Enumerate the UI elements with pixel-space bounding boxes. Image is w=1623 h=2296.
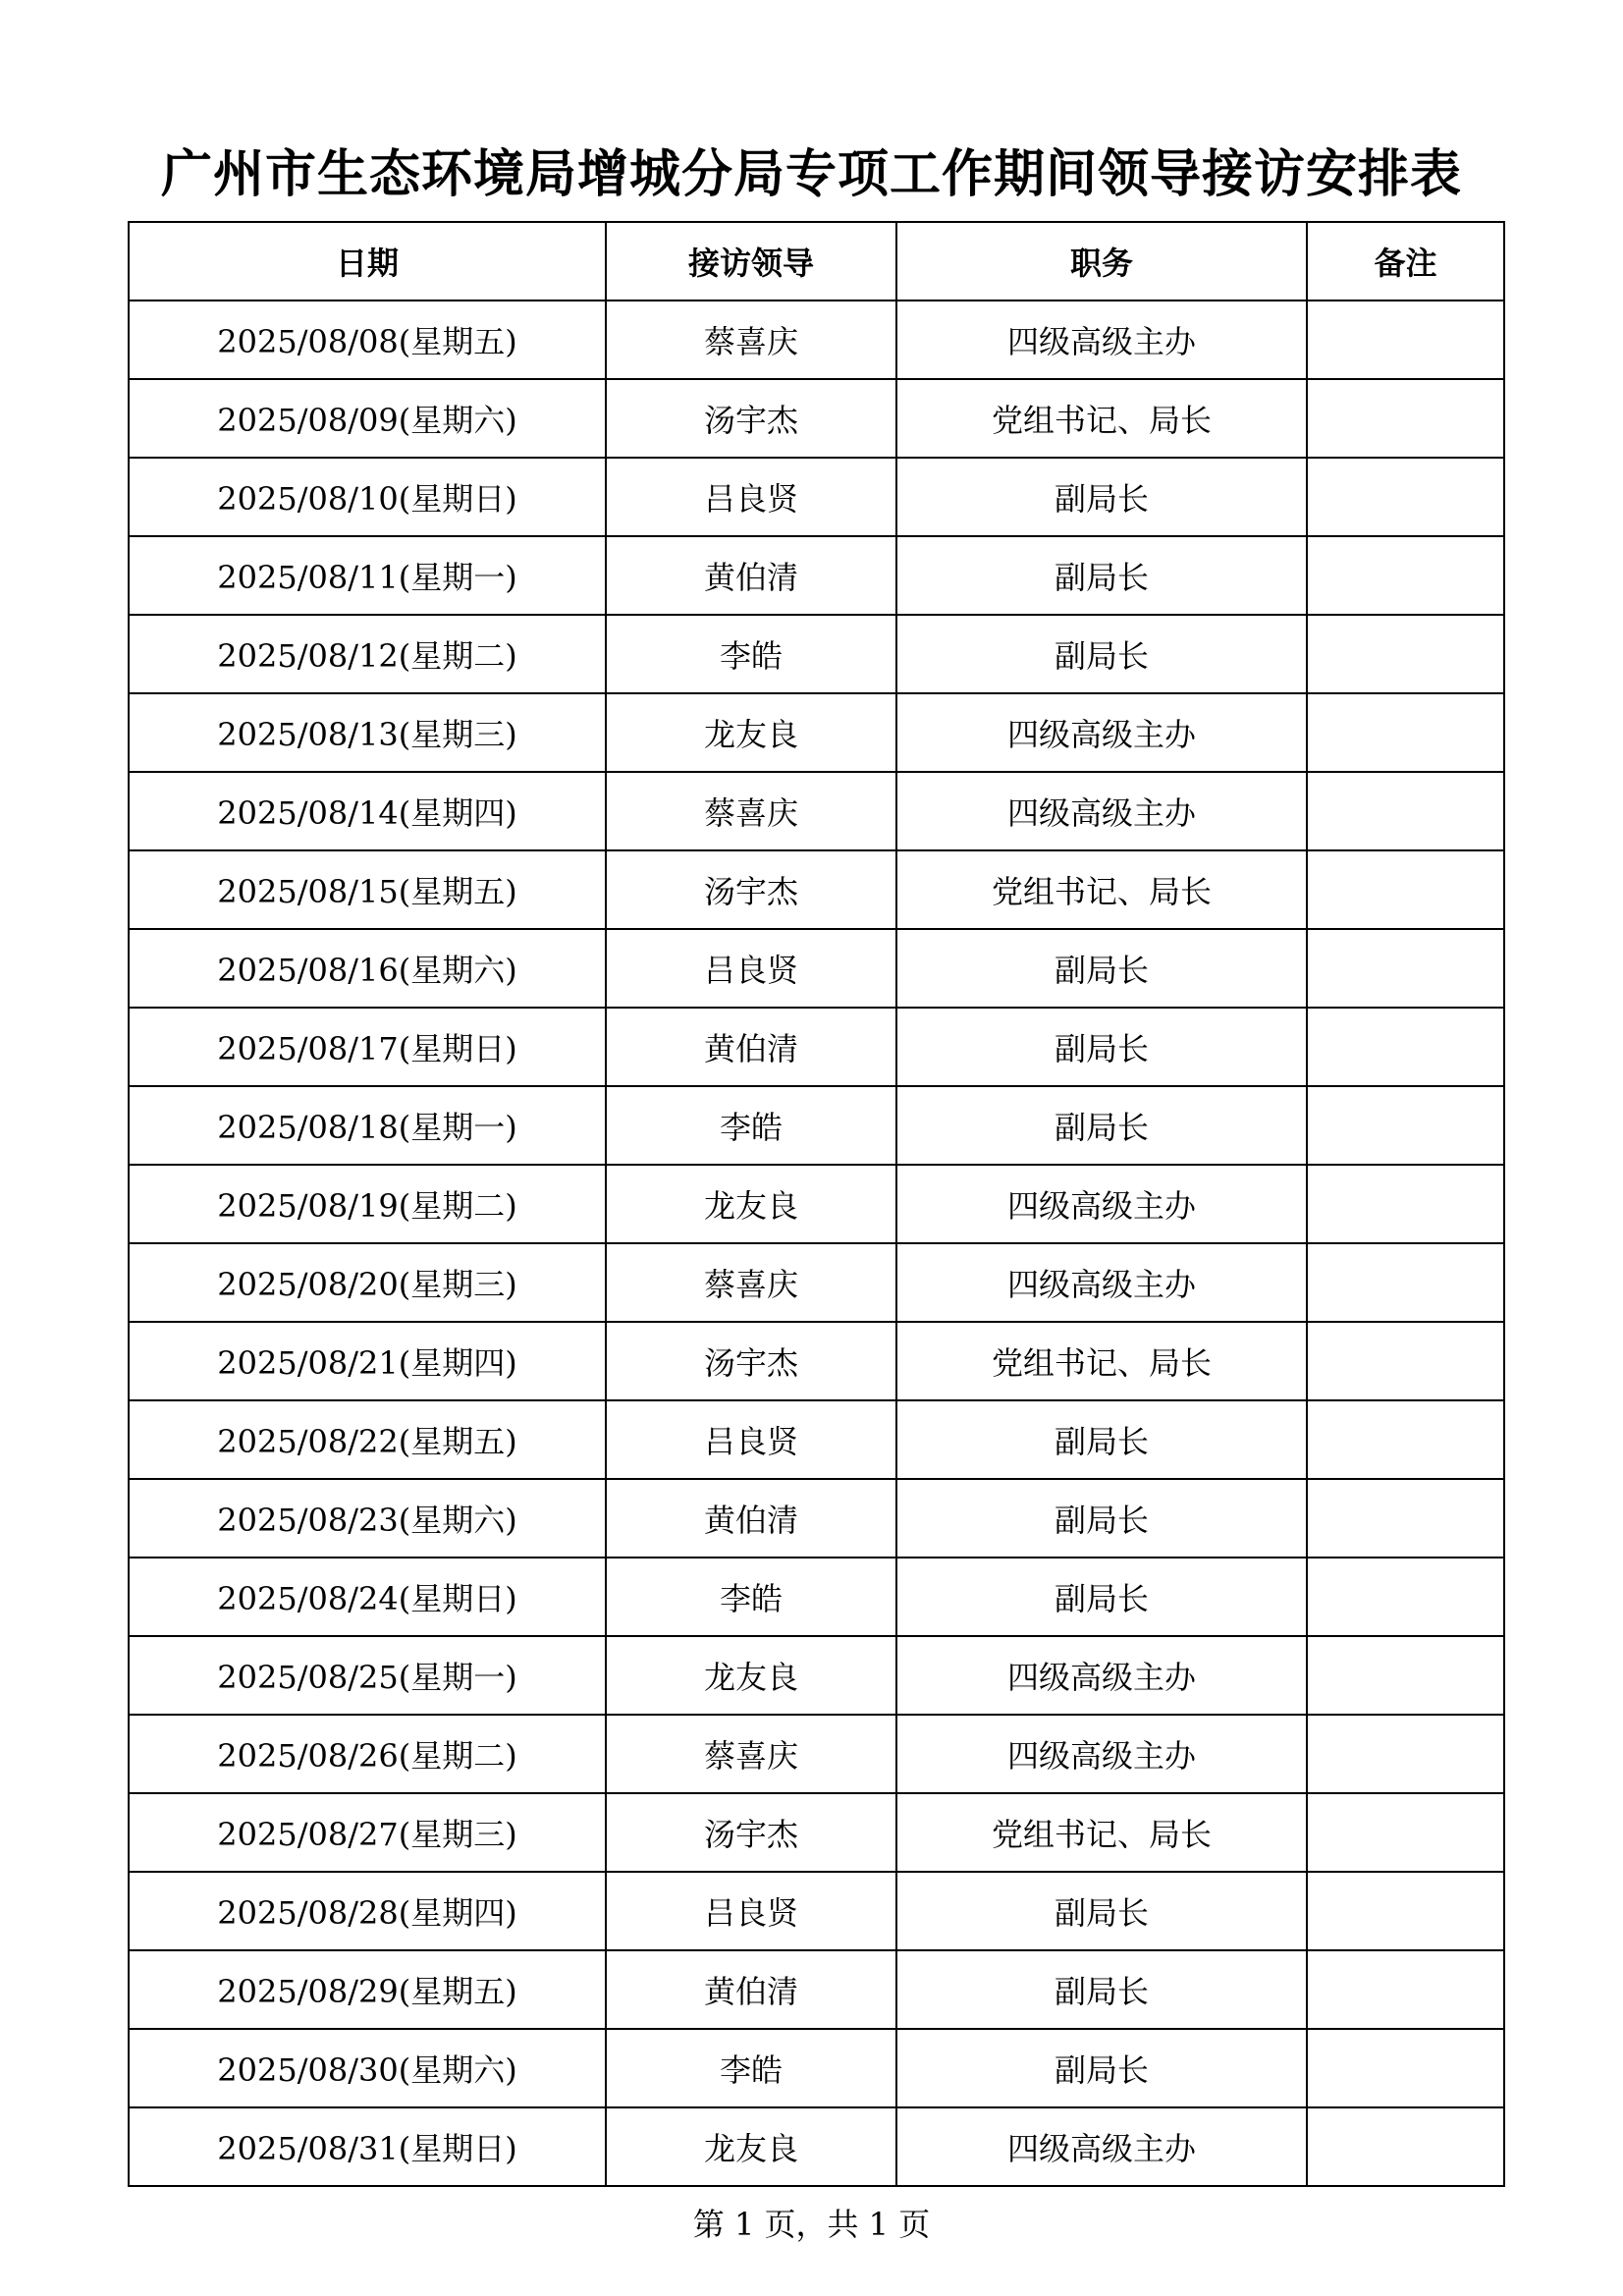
cell-date: 2025/08/08(星期五) bbox=[129, 301, 606, 379]
cell-date: 2025/08/13(星期三) bbox=[129, 693, 606, 772]
cell-position: 党组书记、局长 bbox=[896, 1793, 1307, 1872]
cell-remarks bbox=[1307, 1715, 1504, 1793]
table-row bbox=[129, 1086, 1504, 1165]
cell-date: 2025/08/18(星期一) bbox=[129, 1086, 606, 1165]
cell-position: 副局长 bbox=[896, 1872, 1307, 1950]
cell-position: 四级高级主办 bbox=[896, 1165, 1307, 1243]
column-header-remarks: 备注 bbox=[1307, 222, 1504, 301]
cell-date: 2025/08/19(星期二) bbox=[129, 1165, 606, 1243]
cell-position: 副局长 bbox=[896, 2029, 1307, 2107]
table-row bbox=[129, 693, 1504, 772]
cell-remarks bbox=[1307, 1872, 1504, 1950]
cell-date: 2025/08/16(星期六) bbox=[129, 929, 606, 1008]
table-row bbox=[129, 301, 1504, 379]
table-row bbox=[129, 458, 1504, 536]
cell-leader: 李皓 bbox=[606, 1558, 896, 1636]
cell-position: 副局长 bbox=[896, 536, 1307, 615]
cell-date: 2025/08/28(星期四) bbox=[129, 1872, 606, 1950]
cell-remarks bbox=[1307, 1086, 1504, 1165]
cell-remarks bbox=[1307, 850, 1504, 929]
cell-position: 党组书记、局长 bbox=[896, 1322, 1307, 1400]
cell-date: 2025/08/26(星期二) bbox=[129, 1715, 606, 1793]
cell-position: 党组书记、局长 bbox=[896, 850, 1307, 929]
cell-date: 2025/08/20(星期三) bbox=[129, 1243, 606, 1322]
cell-remarks bbox=[1307, 301, 1504, 379]
table-header-row bbox=[129, 222, 1504, 301]
cell-position: 四级高级主办 bbox=[896, 772, 1307, 850]
cell-date: 2025/08/14(星期四) bbox=[129, 772, 606, 850]
cell-date: 2025/08/27(星期三) bbox=[129, 1793, 606, 1872]
cell-date: 2025/08/11(星期一) bbox=[129, 536, 606, 615]
table-row bbox=[129, 1950, 1504, 2029]
cell-leader: 龙友良 bbox=[606, 693, 896, 772]
cell-position: 四级高级主办 bbox=[896, 693, 1307, 772]
cell-date: 2025/08/22(星期五) bbox=[129, 1400, 606, 1479]
cell-leader: 汤宇杰 bbox=[606, 379, 896, 458]
cell-position: 党组书记、局长 bbox=[896, 379, 1307, 458]
cell-leader: 汤宇杰 bbox=[606, 1793, 896, 1872]
cell-position: 四级高级主办 bbox=[896, 301, 1307, 379]
cell-position: 副局长 bbox=[896, 1558, 1307, 1636]
cell-date: 2025/08/12(星期二) bbox=[129, 615, 606, 693]
cell-leader: 蔡喜庆 bbox=[606, 1715, 896, 1793]
cell-remarks bbox=[1307, 1400, 1504, 1479]
cell-position: 副局长 bbox=[896, 1479, 1307, 1558]
cell-position: 四级高级主办 bbox=[896, 2107, 1307, 2186]
column-header-leader: 接访领导 bbox=[606, 222, 896, 301]
cell-remarks bbox=[1307, 1793, 1504, 1872]
cell-date: 2025/08/30(星期六) bbox=[129, 2029, 606, 2107]
cell-remarks bbox=[1307, 1322, 1504, 1400]
cell-leader: 黄伯清 bbox=[606, 536, 896, 615]
column-header-date: 日期 bbox=[129, 222, 606, 301]
cell-leader: 李皓 bbox=[606, 615, 896, 693]
cell-position: 副局长 bbox=[896, 1086, 1307, 1165]
cell-date: 2025/08/10(星期日) bbox=[129, 458, 606, 536]
cell-date: 2025/08/17(星期日) bbox=[129, 1008, 606, 1086]
table-row bbox=[129, 1322, 1504, 1400]
cell-position: 副局长 bbox=[896, 1008, 1307, 1086]
cell-leader: 龙友良 bbox=[606, 1636, 896, 1715]
cell-position: 四级高级主办 bbox=[896, 1243, 1307, 1322]
cell-date: 2025/08/23(星期六) bbox=[129, 1479, 606, 1558]
cell-position: 副局长 bbox=[896, 615, 1307, 693]
cell-remarks bbox=[1307, 1636, 1504, 1715]
cell-position: 副局长 bbox=[896, 1950, 1307, 2029]
cell-leader: 黄伯清 bbox=[606, 1008, 896, 1086]
table-row bbox=[129, 615, 1504, 693]
table-row bbox=[129, 2029, 1504, 2107]
table-row bbox=[129, 772, 1504, 850]
cell-position: 四级高级主办 bbox=[896, 1715, 1307, 1793]
table-row bbox=[129, 379, 1504, 458]
cell-remarks bbox=[1307, 1479, 1504, 1558]
cell-remarks bbox=[1307, 379, 1504, 458]
table-row bbox=[129, 1243, 1504, 1322]
cell-leader: 汤宇杰 bbox=[606, 850, 896, 929]
cell-leader: 吕良贤 bbox=[606, 458, 896, 536]
cell-leader: 李皓 bbox=[606, 2029, 896, 2107]
cell-remarks bbox=[1307, 693, 1504, 772]
table-row bbox=[129, 2107, 1504, 2186]
table-row bbox=[129, 1008, 1504, 1086]
cell-leader: 蔡喜庆 bbox=[606, 772, 896, 850]
table-row bbox=[129, 1636, 1504, 1715]
table-row bbox=[129, 1872, 1504, 1950]
cell-remarks bbox=[1307, 929, 1504, 1008]
column-header-position: 职务 bbox=[896, 222, 1307, 301]
cell-remarks bbox=[1307, 1950, 1504, 2029]
cell-date: 2025/08/31(星期日) bbox=[129, 2107, 606, 2186]
cell-leader: 蔡喜庆 bbox=[606, 301, 896, 379]
cell-date: 2025/08/25(星期一) bbox=[129, 1636, 606, 1715]
cell-remarks bbox=[1307, 2107, 1504, 2186]
table-row bbox=[129, 1479, 1504, 1558]
table-row bbox=[129, 1793, 1504, 1872]
cell-remarks bbox=[1307, 2029, 1504, 2107]
cell-date: 2025/08/24(星期日) bbox=[129, 1558, 606, 1636]
cell-leader: 龙友良 bbox=[606, 2107, 896, 2186]
table-row bbox=[129, 1715, 1504, 1793]
cell-remarks bbox=[1307, 1558, 1504, 1636]
cell-leader: 李皓 bbox=[606, 1086, 896, 1165]
cell-remarks bbox=[1307, 458, 1504, 536]
cell-leader: 吕良贤 bbox=[606, 929, 896, 1008]
table-row bbox=[129, 1400, 1504, 1479]
cell-date: 2025/08/29(星期五) bbox=[129, 1950, 606, 2029]
cell-leader: 汤宇杰 bbox=[606, 1322, 896, 1400]
table-row bbox=[129, 929, 1504, 1008]
cell-remarks bbox=[1307, 536, 1504, 615]
cell-leader: 吕良贤 bbox=[606, 1872, 896, 1950]
table-row bbox=[129, 1165, 1504, 1243]
cell-position: 副局长 bbox=[896, 1400, 1307, 1479]
table-row bbox=[129, 536, 1504, 615]
cell-position: 四级高级主办 bbox=[896, 1636, 1307, 1715]
page-title: 广州市生态环境局增城分局专项工作期间领导接访安排表 bbox=[160, 144, 1462, 204]
table-row bbox=[129, 1558, 1504, 1636]
cell-position: 副局长 bbox=[896, 458, 1307, 536]
table-row bbox=[129, 850, 1504, 929]
cell-date: 2025/08/15(星期五) bbox=[129, 850, 606, 929]
cell-remarks bbox=[1307, 615, 1504, 693]
cell-remarks bbox=[1307, 1243, 1504, 1322]
cell-remarks bbox=[1307, 1165, 1504, 1243]
page-footer: 第 1 页，共 1 页 bbox=[692, 2206, 931, 2243]
reception-schedule-table bbox=[128, 221, 1505, 2187]
cell-leader: 黄伯清 bbox=[606, 1479, 896, 1558]
cell-remarks bbox=[1307, 772, 1504, 850]
table-body bbox=[129, 301, 1504, 2186]
cell-leader: 黄伯清 bbox=[606, 1950, 896, 2029]
cell-date: 2025/08/21(星期四) bbox=[129, 1322, 606, 1400]
cell-leader: 蔡喜庆 bbox=[606, 1243, 896, 1322]
cell-date: 2025/08/09(星期六) bbox=[129, 379, 606, 458]
cell-remarks bbox=[1307, 1008, 1504, 1086]
cell-leader: 吕良贤 bbox=[606, 1400, 896, 1479]
cell-leader: 龙友良 bbox=[606, 1165, 896, 1243]
cell-position: 副局长 bbox=[896, 929, 1307, 1008]
